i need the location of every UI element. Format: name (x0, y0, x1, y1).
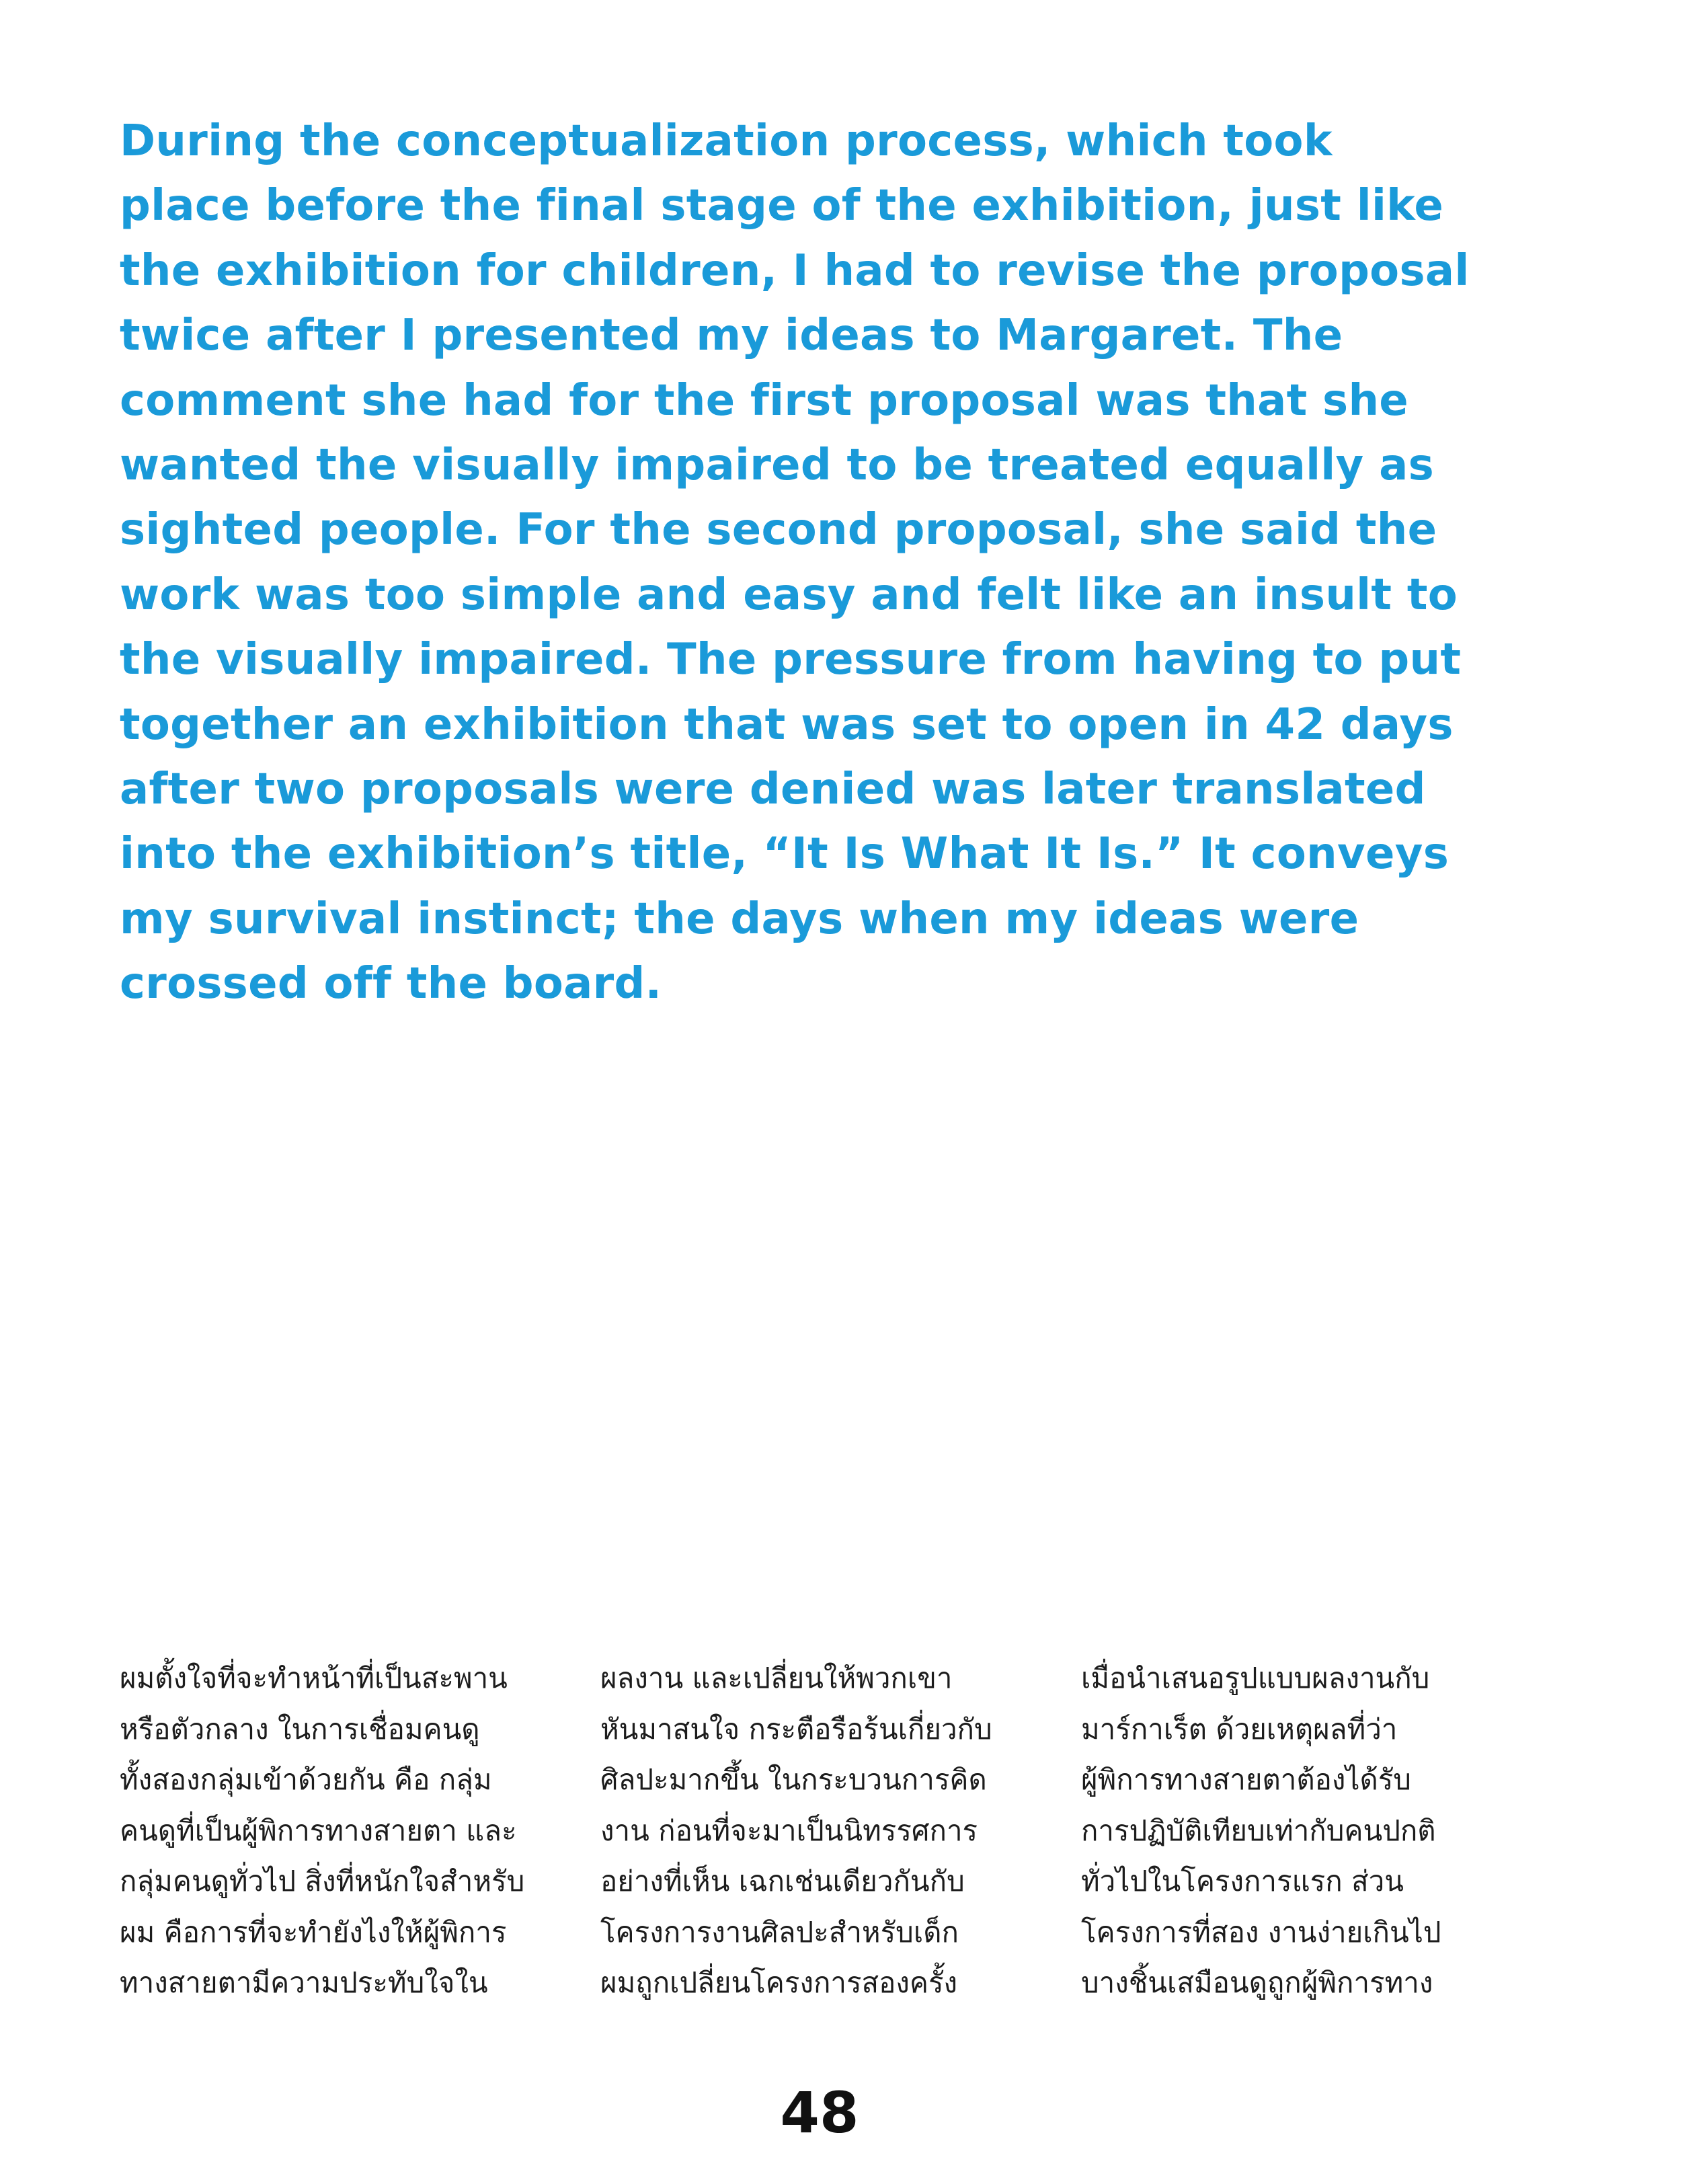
thai-line: อย่างที่เห็น เฉกเช่นเดียวกันกับ (600, 1865, 965, 1898)
thai-line: โครงการที่สอง งานง่ายเกินไป (1081, 1915, 1441, 1949)
thai-column-1 (120, 1653, 570, 2008)
thai-column-2 (600, 1653, 1051, 2008)
thai-line: การปฏิบัติเทียบเท่ากับคนปกติ (1081, 1814, 1436, 1847)
lead-line: into the exhibition’s title, “It Is What It Is.” It conveys (120, 829, 1450, 880)
thai-line: ผมถูกเปลี่ยนโครงการสองครั้ง (600, 1966, 958, 1999)
page-number: 48 (780, 2080, 859, 2146)
lead-line: During the conceptualization process, which took (120, 116, 1333, 166)
lead-line: work was too simple and easy and felt like an insult to (120, 570, 1458, 620)
thai-line: หันมาสนใจ กระตือรือร้นเกี่ยวกับ (600, 1712, 992, 1746)
thai-line: เมื่อนำเสนอรูปแบบผลงานกับ (1081, 1662, 1430, 1694)
lead-line: place before the final stage of the exhibition, just like (120, 181, 1444, 231)
lead-line: wanted the visually impaired to be treated equally as (120, 440, 1435, 491)
thai-line: ผมตั้งใจที่จะทำหน้าที่เป็นสะพาน (120, 1662, 508, 1694)
thai-line: ศิลปะมากขึ้น ในกระบวนการคิด (600, 1763, 987, 1796)
thai-line: ทั่วไปในโครงการแรก ส่วน (1081, 1865, 1404, 1898)
thai-line: กลุ่มคนดูทั่วไป สิ่งที่หนักใจสำหรับ (120, 1865, 525, 1898)
thai-line: ผู้พิการทางสายตาต้องได้รับ (1081, 1763, 1411, 1796)
lead-line: together an exhibition that was set to open in 42 days (120, 699, 1454, 750)
lead-line: sighted people. For the second proposal, she said the (120, 505, 1437, 555)
lead-line: crossed off the board. (120, 959, 662, 1009)
lead-line: after two proposals were denied was later translated (120, 765, 1426, 815)
lead-line: the exhibition for children, I had to revise the proposal (120, 245, 1470, 296)
thai-line: คนดูที่เป็นผู้พิการทางสายตา และ (120, 1814, 517, 1847)
thai-line: ทางสายตามีความประทับใจใน (120, 1966, 488, 1999)
thai-line: งาน ก่อนที่จะมาเป็นนิทรรศการ (600, 1814, 978, 1847)
english-lead-paragraph (120, 109, 1498, 1017)
lead-line: twice after I presented my ideas to Margaret. The (120, 311, 1343, 361)
thai-line: มาร์กาเร็ต ด้วยเหตุผลที่ว่า (1081, 1712, 1398, 1746)
thai-line: โครงการงานศิลปะสำหรับเด็ก (600, 1915, 959, 1949)
lead-line: comment she had for the first proposal was that she (120, 375, 1409, 426)
thai-column-3 (1081, 1653, 1532, 2008)
thai-line: หรือตัวกลาง ในการเชื่อมคนดู (120, 1712, 480, 1746)
lead-line: my survival instinct; the days when my ideas were (120, 894, 1359, 944)
thai-line: ผลงาน และเปลี่ยนให้พวกเขา (600, 1662, 953, 1694)
thai-line: ผม คือการที่จะทำยังไงให้ผู้พิการ (120, 1915, 507, 1949)
lead-line: the visually impaired. The pressure from having to put (120, 635, 1462, 685)
thai-line: ทั้งสองกลุ่มเข้าด้วยกัน คือ กลุ่ม (120, 1763, 492, 1796)
thai-line: บางชิ้นเสมือนดูถูกผู้พิการทาง (1081, 1966, 1433, 1999)
thai-text-columns (0, 1653, 1707, 2029)
